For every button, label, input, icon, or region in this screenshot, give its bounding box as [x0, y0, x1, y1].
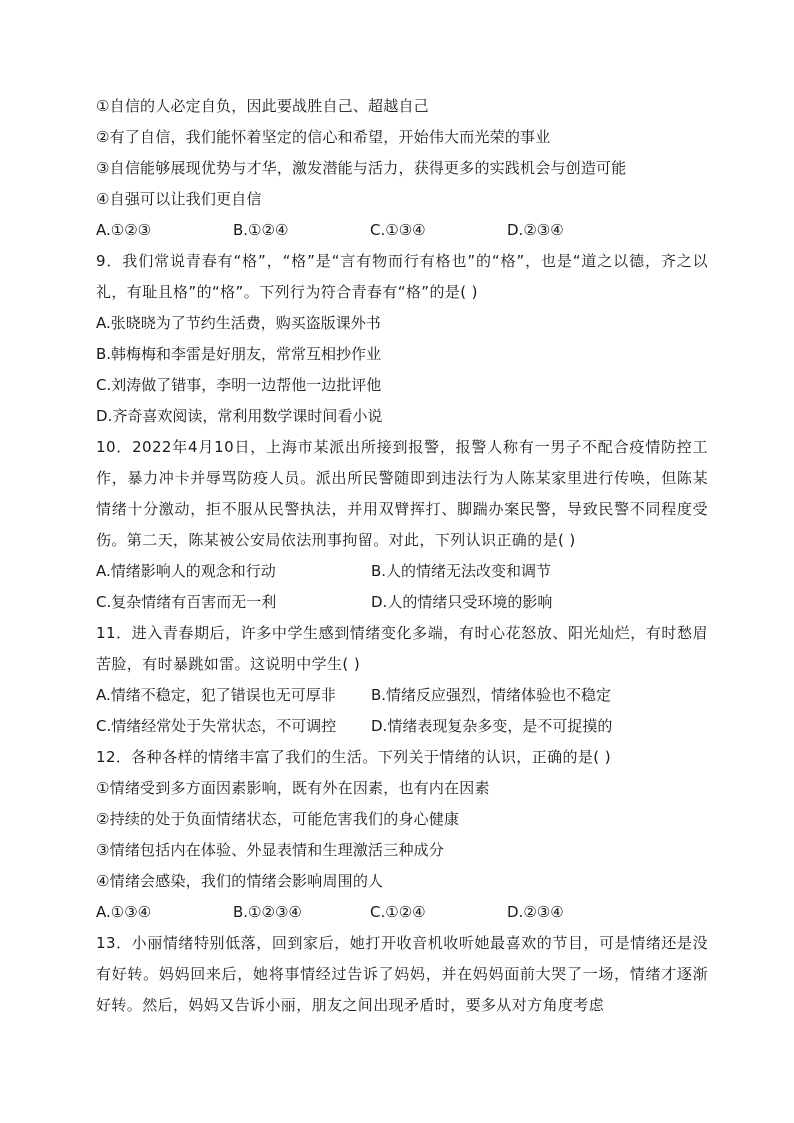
exam-page	[96, 91, 708, 1021]
options-row	[96, 587, 708, 618]
option-b[interactable]: B.韩梅梅和李雷是好朋友，常常互相抄作业	[96, 345, 382, 363]
option-d[interactable]: D.②③④	[507, 903, 564, 921]
question-stem: 9．我们常说青春有“格”，“格”是“言有物而行有格也”的“格”，也是“道之以德，齐之以礼，有耻且格”的“格”。下列行为符合青春有“格”的是( )	[96, 252, 708, 301]
option-b[interactable]: B.人的情绪无法改变和调节	[371, 562, 552, 580]
statement-item: ③自信能够展现优势与才华，激发潜能与活力，获得更多的实践机会与创造可能	[96, 159, 627, 177]
option-b[interactable]: B.情绪反应强烈，情绪体验也不稳定	[371, 686, 612, 704]
statement-item: ①自信的人必定自负，因此要战胜自己、超越自己	[96, 97, 429, 115]
option-b[interactable]: B.①②③④	[233, 903, 302, 921]
options-row	[96, 215, 708, 246]
option-c[interactable]: C.复杂情绪有百害而无一利	[96, 593, 277, 611]
question-12	[96, 742, 708, 928]
statement-item: ④情绪会感染，我们的情绪会影响周围的人	[96, 872, 384, 890]
option-d[interactable]: D.情绪表现复杂多变，是不可捉摸的	[371, 717, 613, 735]
option-c[interactable]: C.情绪经常处于失常状态，不可调控	[96, 717, 337, 735]
option-c[interactable]: C.①③④	[370, 221, 426, 239]
question-stem: 13．小丽情绪特别低落，回到家后，她打开收音机收听她最喜欢的节目，可是情绪还是没有好转。妈妈回来后，她将事情经过告诉了妈妈，并在妈妈面前大哭了一场，情绪才逐渐好转。然后，妈妈又告诉小丽，朋友之间出现矛盾时，要多从对方角度考虑	[96, 934, 708, 1014]
option-b[interactable]: B.①②④	[233, 221, 289, 239]
option-a[interactable]: A.①②③	[96, 221, 152, 239]
question-9	[96, 246, 708, 432]
question-stem: 12．各种各样的情绪丰富了我们的生活。下列关于情绪的认识，正确的是( )	[96, 748, 611, 766]
option-d[interactable]: D.齐奇喜欢阅读，常利用数学课时间看小说	[96, 407, 383, 425]
options-row	[96, 711, 708, 742]
statement-item: ①情绪受到多方面因素影响，既有外在因素，也有内在因素	[96, 779, 490, 797]
option-a[interactable]: A.情绪不稳定，犯了错误也无可厚非	[96, 686, 336, 704]
option-a[interactable]: A.张晓晓为了节约生活费，购买盗版课外书	[96, 314, 381, 332]
option-d[interactable]: D.②③④	[507, 221, 564, 239]
question-11	[96, 618, 708, 742]
statement-item: ④自强可以让我们更自信	[96, 190, 262, 208]
option-c[interactable]: C.①②④	[370, 903, 426, 921]
options-row	[96, 897, 708, 928]
option-c[interactable]: C.刘涛做了错事，李明一边帮他一边批评他	[96, 376, 382, 394]
question-10	[96, 432, 708, 618]
statement-item: ②有了自信，我们能怀着坚定的信心和希望，开始伟大而光荣的事业	[96, 128, 551, 146]
statement-item: ③情绪包括内在体验、外显表情和生理激活三种成分	[96, 841, 445, 859]
option-a[interactable]: A.情绪影响人的观念和行动	[96, 562, 276, 580]
option-a[interactable]: A.①③④	[96, 903, 152, 921]
question-13	[96, 928, 708, 1021]
question-8	[96, 91, 708, 246]
question-stem: 11．进入青春期后，许多中学生感到情绪变化多端，有时心花怒放、阳光灿烂，有时愁眉苦脸，有时暴跳如雷。这说明中学生( )	[96, 624, 708, 673]
statement-item: ②持续的处于负面情绪状态，可能危害我们的身心健康	[96, 810, 460, 828]
question-stem: 10．2022年4月10日，上海市某派出所接到报警，报警人称有一男子不配合疫情防控工作，暴力冲卡并辱骂防疫人员。派出所民警随即到违法行为人陈某家里进行传唤，但陈某情绪十分激动，拒不服从民警执法，并用双臂挥打、脚踹办案民警，导致民警不同程度受伤。第二天，陈某被公安局依法刑事拘留。对此，下列认识正确的是( )	[96, 438, 708, 549]
option-d[interactable]: D.人的情绪只受环境的影响	[371, 593, 553, 611]
options-row	[96, 680, 708, 711]
options-row	[96, 556, 708, 587]
